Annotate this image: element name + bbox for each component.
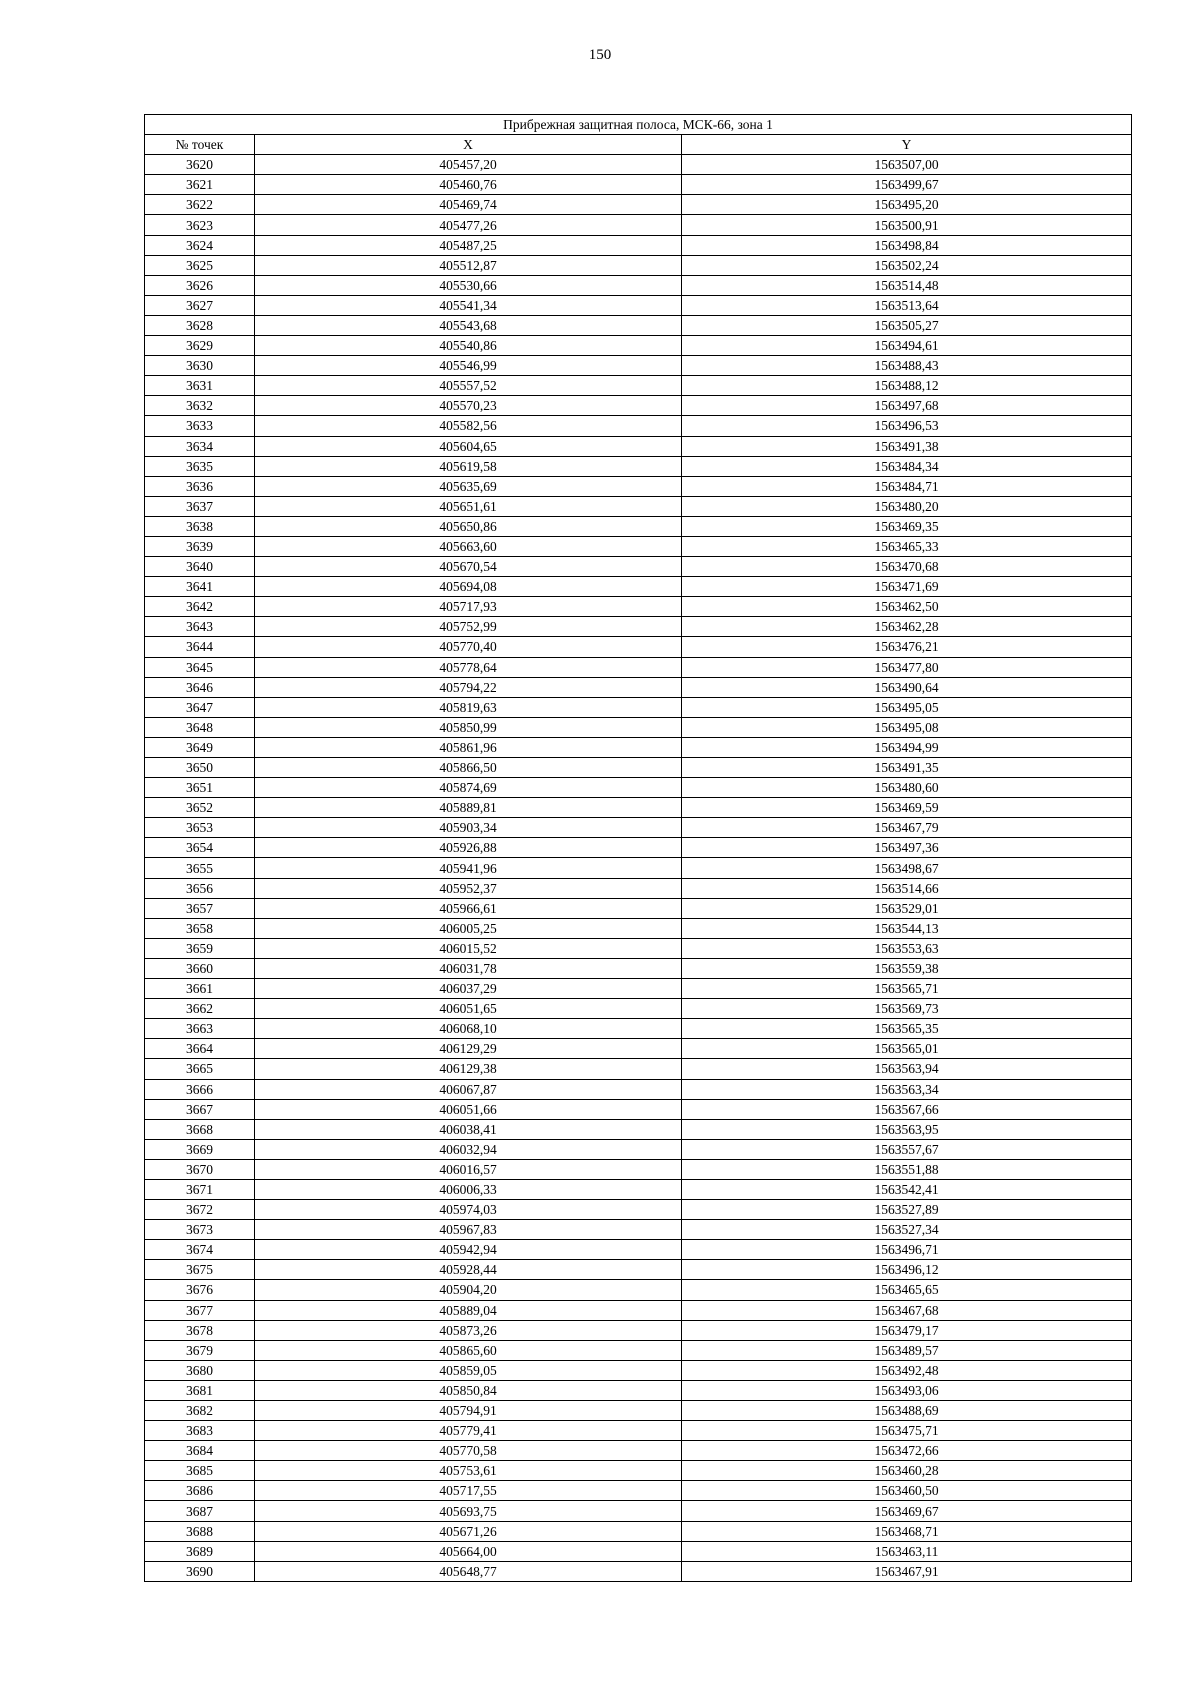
point-number-cell: 3629 bbox=[145, 336, 255, 356]
x-coordinate-cell: 405530,66 bbox=[255, 275, 682, 295]
x-coordinate-cell: 406068,10 bbox=[255, 1019, 682, 1039]
point-number-cell: 3677 bbox=[145, 1300, 255, 1320]
y-coordinate-cell: 1563563,94 bbox=[682, 1059, 1132, 1079]
x-coordinate-cell: 405648,77 bbox=[255, 1561, 682, 1581]
x-coordinate-cell: 405543,68 bbox=[255, 315, 682, 335]
x-coordinate-cell: 405671,26 bbox=[255, 1521, 682, 1541]
point-number-cell: 3638 bbox=[145, 516, 255, 536]
y-coordinate-cell: 1563480,20 bbox=[682, 496, 1132, 516]
table-row bbox=[145, 577, 1132, 597]
x-coordinate-cell: 405889,04 bbox=[255, 1300, 682, 1320]
y-coordinate-cell: 1563527,89 bbox=[682, 1200, 1132, 1220]
point-number-cell: 3682 bbox=[145, 1401, 255, 1421]
table-row bbox=[145, 396, 1132, 416]
point-number-cell: 3633 bbox=[145, 416, 255, 436]
x-coordinate-cell: 405874,69 bbox=[255, 778, 682, 798]
x-coordinate-cell: 405460,76 bbox=[255, 175, 682, 195]
y-coordinate-cell: 1563488,43 bbox=[682, 356, 1132, 376]
x-coordinate-cell: 405753,61 bbox=[255, 1461, 682, 1481]
table-row bbox=[145, 938, 1132, 958]
x-coordinate-cell: 406051,66 bbox=[255, 1099, 682, 1119]
point-number-cell: 3661 bbox=[145, 979, 255, 999]
point-number-cell: 3675 bbox=[145, 1260, 255, 1280]
table-row bbox=[145, 1380, 1132, 1400]
point-number-cell: 3630 bbox=[145, 356, 255, 376]
y-coordinate-cell: 1563465,33 bbox=[682, 536, 1132, 556]
y-coordinate-cell: 1563479,17 bbox=[682, 1320, 1132, 1340]
point-number-cell: 3642 bbox=[145, 597, 255, 617]
point-number-cell: 3639 bbox=[145, 536, 255, 556]
point-number-cell: 3648 bbox=[145, 717, 255, 737]
y-coordinate-cell: 1563496,71 bbox=[682, 1240, 1132, 1260]
table-row bbox=[145, 778, 1132, 798]
point-number-cell: 3684 bbox=[145, 1441, 255, 1461]
point-number-cell: 3623 bbox=[145, 215, 255, 235]
table-row bbox=[145, 1541, 1132, 1561]
table-row bbox=[145, 1159, 1132, 1179]
x-coordinate-cell: 406005,25 bbox=[255, 918, 682, 938]
point-number-cell: 3637 bbox=[145, 496, 255, 516]
table-row bbox=[145, 1240, 1132, 1260]
table-row bbox=[145, 1119, 1132, 1139]
table-row bbox=[145, 677, 1132, 697]
table-row bbox=[145, 1260, 1132, 1280]
y-coordinate-cell: 1563484,71 bbox=[682, 476, 1132, 496]
point-number-cell: 3651 bbox=[145, 778, 255, 798]
point-number-cell: 3628 bbox=[145, 315, 255, 335]
point-number-cell: 3660 bbox=[145, 958, 255, 978]
y-coordinate-cell: 1563495,05 bbox=[682, 697, 1132, 717]
y-coordinate-cell: 1563559,38 bbox=[682, 958, 1132, 978]
y-coordinate-cell: 1563563,34 bbox=[682, 1079, 1132, 1099]
x-coordinate-cell: 405693,75 bbox=[255, 1501, 682, 1521]
table-row bbox=[145, 195, 1132, 215]
table-row bbox=[145, 838, 1132, 858]
point-number-cell: 3673 bbox=[145, 1220, 255, 1240]
y-coordinate-cell: 1563470,68 bbox=[682, 557, 1132, 577]
y-coordinate-cell: 1563500,91 bbox=[682, 215, 1132, 235]
y-coordinate-cell: 1563475,71 bbox=[682, 1421, 1132, 1441]
table-row bbox=[145, 336, 1132, 356]
point-number-cell: 3667 bbox=[145, 1099, 255, 1119]
point-number-cell: 3640 bbox=[145, 557, 255, 577]
table-row bbox=[145, 1220, 1132, 1240]
table-row bbox=[145, 376, 1132, 396]
point-number-cell: 3679 bbox=[145, 1340, 255, 1360]
table-header-row bbox=[145, 135, 1132, 155]
point-number-cell: 3662 bbox=[145, 999, 255, 1019]
x-coordinate-cell: 406051,65 bbox=[255, 999, 682, 1019]
point-number-cell: 3668 bbox=[145, 1119, 255, 1139]
y-coordinate-cell: 1563494,99 bbox=[682, 737, 1132, 757]
table-row bbox=[145, 1481, 1132, 1501]
x-coordinate-cell: 405850,99 bbox=[255, 717, 682, 737]
table-row bbox=[145, 1200, 1132, 1220]
y-coordinate-cell: 1563491,35 bbox=[682, 758, 1132, 778]
point-number-cell: 3654 bbox=[145, 838, 255, 858]
table-row bbox=[145, 1461, 1132, 1481]
y-coordinate-cell: 1563460,28 bbox=[682, 1461, 1132, 1481]
point-number-cell: 3650 bbox=[145, 758, 255, 778]
y-coordinate-cell: 1563484,34 bbox=[682, 456, 1132, 476]
x-coordinate-cell: 406067,87 bbox=[255, 1079, 682, 1099]
x-coordinate-cell: 405541,34 bbox=[255, 295, 682, 315]
x-coordinate-cell: 405477,26 bbox=[255, 215, 682, 235]
column-header-x: X bbox=[255, 135, 682, 155]
table-row bbox=[145, 536, 1132, 556]
point-number-cell: 3690 bbox=[145, 1561, 255, 1581]
table-row bbox=[145, 1300, 1132, 1320]
point-number-cell: 3681 bbox=[145, 1380, 255, 1400]
x-coordinate-cell: 405865,60 bbox=[255, 1340, 682, 1360]
point-number-cell: 3624 bbox=[145, 235, 255, 255]
table-row bbox=[145, 1360, 1132, 1380]
y-coordinate-cell: 1563551,88 bbox=[682, 1159, 1132, 1179]
table-row bbox=[145, 275, 1132, 295]
y-coordinate-cell: 1563496,53 bbox=[682, 416, 1132, 436]
x-coordinate-cell: 405778,64 bbox=[255, 657, 682, 677]
point-number-cell: 3657 bbox=[145, 898, 255, 918]
table-caption: Прибрежная защитная полоса, МСК-66, зона 1 bbox=[145, 115, 1132, 135]
x-coordinate-cell: 405582,56 bbox=[255, 416, 682, 436]
point-number-cell: 3678 bbox=[145, 1320, 255, 1340]
x-coordinate-cell: 405604,65 bbox=[255, 436, 682, 456]
table-row bbox=[145, 315, 1132, 335]
y-coordinate-cell: 1563472,66 bbox=[682, 1441, 1132, 1461]
table-row bbox=[145, 657, 1132, 677]
y-coordinate-cell: 1563462,50 bbox=[682, 597, 1132, 617]
x-coordinate-cell: 405619,58 bbox=[255, 456, 682, 476]
table-row bbox=[145, 1179, 1132, 1199]
table-row bbox=[145, 958, 1132, 978]
table-row bbox=[145, 597, 1132, 617]
table-row bbox=[145, 295, 1132, 315]
table-row bbox=[145, 1340, 1132, 1360]
point-number-cell: 3634 bbox=[145, 436, 255, 456]
table-row bbox=[145, 1421, 1132, 1441]
y-coordinate-cell: 1563499,67 bbox=[682, 175, 1132, 195]
point-number-cell: 3646 bbox=[145, 677, 255, 697]
x-coordinate-cell: 405540,86 bbox=[255, 336, 682, 356]
y-coordinate-cell: 1563490,64 bbox=[682, 677, 1132, 697]
y-coordinate-cell: 1563502,24 bbox=[682, 255, 1132, 275]
y-coordinate-cell: 1563497,36 bbox=[682, 838, 1132, 858]
point-number-cell: 3688 bbox=[145, 1521, 255, 1541]
point-number-cell: 3645 bbox=[145, 657, 255, 677]
y-coordinate-cell: 1563498,84 bbox=[682, 235, 1132, 255]
x-coordinate-cell: 405779,41 bbox=[255, 1421, 682, 1441]
table-row bbox=[145, 175, 1132, 195]
y-coordinate-cell: 1563497,68 bbox=[682, 396, 1132, 416]
table-row bbox=[145, 235, 1132, 255]
x-coordinate-cell: 405770,58 bbox=[255, 1441, 682, 1461]
x-coordinate-cell: 405926,88 bbox=[255, 838, 682, 858]
y-coordinate-cell: 1563569,73 bbox=[682, 999, 1132, 1019]
x-coordinate-cell: 405664,00 bbox=[255, 1541, 682, 1561]
table-row bbox=[145, 155, 1132, 175]
x-coordinate-cell: 405952,37 bbox=[255, 878, 682, 898]
x-coordinate-cell: 405873,26 bbox=[255, 1320, 682, 1340]
y-coordinate-cell: 1563469,35 bbox=[682, 516, 1132, 536]
table-row bbox=[145, 898, 1132, 918]
x-coordinate-cell: 405457,20 bbox=[255, 155, 682, 175]
point-number-cell: 3669 bbox=[145, 1139, 255, 1159]
table-row bbox=[145, 1059, 1132, 1079]
table-row bbox=[145, 436, 1132, 456]
x-coordinate-cell: 405966,61 bbox=[255, 898, 682, 918]
point-number-cell: 3643 bbox=[145, 617, 255, 637]
table-row bbox=[145, 557, 1132, 577]
point-number-cell: 3636 bbox=[145, 476, 255, 496]
table-row bbox=[145, 979, 1132, 999]
point-number-cell: 3641 bbox=[145, 577, 255, 597]
y-coordinate-cell: 1563513,64 bbox=[682, 295, 1132, 315]
x-coordinate-cell: 405717,55 bbox=[255, 1481, 682, 1501]
table-caption-row bbox=[145, 115, 1132, 135]
table-row bbox=[145, 476, 1132, 496]
table-row bbox=[145, 516, 1132, 536]
x-coordinate-cell: 405717,93 bbox=[255, 597, 682, 617]
table-row bbox=[145, 1019, 1132, 1039]
y-coordinate-cell: 1563465,65 bbox=[682, 1280, 1132, 1300]
x-coordinate-cell: 405904,20 bbox=[255, 1280, 682, 1300]
table-row bbox=[145, 255, 1132, 275]
table-row bbox=[145, 758, 1132, 778]
table-row bbox=[145, 1561, 1132, 1581]
point-number-cell: 3649 bbox=[145, 737, 255, 757]
y-coordinate-cell: 1563463,11 bbox=[682, 1541, 1132, 1561]
y-coordinate-cell: 1563529,01 bbox=[682, 898, 1132, 918]
point-number-cell: 3620 bbox=[145, 155, 255, 175]
point-number-cell: 3632 bbox=[145, 396, 255, 416]
point-number-cell: 3674 bbox=[145, 1240, 255, 1260]
x-coordinate-cell: 405512,87 bbox=[255, 255, 682, 275]
x-coordinate-cell: 406038,41 bbox=[255, 1119, 682, 1139]
y-coordinate-cell: 1563495,20 bbox=[682, 195, 1132, 215]
y-coordinate-cell: 1563469,67 bbox=[682, 1501, 1132, 1521]
point-number-cell: 3656 bbox=[145, 878, 255, 898]
point-number-cell: 3671 bbox=[145, 1179, 255, 1199]
y-coordinate-cell: 1563460,50 bbox=[682, 1481, 1132, 1501]
x-coordinate-cell: 406032,94 bbox=[255, 1139, 682, 1159]
column-header-y: Y bbox=[682, 135, 1132, 155]
table-row bbox=[145, 617, 1132, 637]
table-row bbox=[145, 416, 1132, 436]
table-row bbox=[145, 637, 1132, 657]
table-row bbox=[145, 1039, 1132, 1059]
point-number-cell: 3631 bbox=[145, 376, 255, 396]
x-coordinate-cell: 405770,40 bbox=[255, 637, 682, 657]
y-coordinate-cell: 1563553,63 bbox=[682, 938, 1132, 958]
table-row bbox=[145, 858, 1132, 878]
y-coordinate-cell: 1563565,01 bbox=[682, 1039, 1132, 1059]
page-number: 150 bbox=[588, 47, 612, 63]
y-coordinate-cell: 1563477,80 bbox=[682, 657, 1132, 677]
x-coordinate-cell: 406006,33 bbox=[255, 1179, 682, 1199]
x-coordinate-cell: 405651,61 bbox=[255, 496, 682, 516]
table-row bbox=[145, 717, 1132, 737]
point-number-cell: 3627 bbox=[145, 295, 255, 315]
x-coordinate-cell: 406016,57 bbox=[255, 1159, 682, 1179]
y-coordinate-cell: 1563565,71 bbox=[682, 979, 1132, 999]
point-number-cell: 3652 bbox=[145, 798, 255, 818]
point-number-cell: 3625 bbox=[145, 255, 255, 275]
point-number-cell: 3665 bbox=[145, 1059, 255, 1079]
y-coordinate-cell: 1563563,95 bbox=[682, 1119, 1132, 1139]
point-number-cell: 3685 bbox=[145, 1461, 255, 1481]
x-coordinate-cell: 405866,50 bbox=[255, 758, 682, 778]
table-row bbox=[145, 1280, 1132, 1300]
table-row bbox=[145, 697, 1132, 717]
table-row bbox=[145, 918, 1132, 938]
y-coordinate-cell: 1563494,61 bbox=[682, 336, 1132, 356]
y-coordinate-cell: 1563476,21 bbox=[682, 637, 1132, 657]
table-row bbox=[145, 737, 1132, 757]
x-coordinate-cell: 405570,23 bbox=[255, 396, 682, 416]
point-number-cell: 3663 bbox=[145, 1019, 255, 1039]
y-coordinate-cell: 1563491,38 bbox=[682, 436, 1132, 456]
y-coordinate-cell: 1563462,28 bbox=[682, 617, 1132, 637]
table-row bbox=[145, 215, 1132, 235]
x-coordinate-cell: 405941,96 bbox=[255, 858, 682, 878]
table-row bbox=[145, 1320, 1132, 1340]
y-coordinate-cell: 1563542,41 bbox=[682, 1179, 1132, 1199]
x-coordinate-cell: 405928,44 bbox=[255, 1260, 682, 1280]
column-header-point-number: № точек bbox=[145, 135, 255, 155]
y-coordinate-cell: 1563496,12 bbox=[682, 1260, 1132, 1280]
y-coordinate-cell: 1563480,60 bbox=[682, 778, 1132, 798]
y-coordinate-cell: 1563527,34 bbox=[682, 1220, 1132, 1240]
x-coordinate-cell: 406015,52 bbox=[255, 938, 682, 958]
x-coordinate-cell: 405635,69 bbox=[255, 476, 682, 496]
table-row bbox=[145, 818, 1132, 838]
x-coordinate-cell: 405850,84 bbox=[255, 1380, 682, 1400]
y-coordinate-cell: 1563488,12 bbox=[682, 376, 1132, 396]
point-number-cell: 3683 bbox=[145, 1421, 255, 1441]
y-coordinate-cell: 1563469,59 bbox=[682, 798, 1132, 818]
table-row bbox=[145, 496, 1132, 516]
point-number-cell: 3680 bbox=[145, 1360, 255, 1380]
x-coordinate-cell: 405546,99 bbox=[255, 356, 682, 376]
y-coordinate-cell: 1563492,48 bbox=[682, 1360, 1132, 1380]
x-coordinate-cell: 405861,96 bbox=[255, 737, 682, 757]
table-row bbox=[145, 1441, 1132, 1461]
x-coordinate-cell: 405859,05 bbox=[255, 1360, 682, 1380]
x-coordinate-cell: 406129,38 bbox=[255, 1059, 682, 1079]
y-coordinate-cell: 1563505,27 bbox=[682, 315, 1132, 335]
y-coordinate-cell: 1563557,67 bbox=[682, 1139, 1132, 1159]
x-coordinate-cell: 405663,60 bbox=[255, 536, 682, 556]
y-coordinate-cell: 1563565,35 bbox=[682, 1019, 1132, 1039]
y-coordinate-cell: 1563507,00 bbox=[682, 155, 1132, 175]
point-number-cell: 3664 bbox=[145, 1039, 255, 1059]
table-row bbox=[145, 1401, 1132, 1421]
y-coordinate-cell: 1563567,66 bbox=[682, 1099, 1132, 1119]
table-row bbox=[145, 999, 1132, 1019]
table-row bbox=[145, 1099, 1132, 1119]
x-coordinate-cell: 405487,25 bbox=[255, 235, 682, 255]
table-body bbox=[145, 155, 1132, 1582]
point-number-cell: 3621 bbox=[145, 175, 255, 195]
y-coordinate-cell: 1563495,08 bbox=[682, 717, 1132, 737]
x-coordinate-cell: 405819,63 bbox=[255, 697, 682, 717]
y-coordinate-cell: 1563514,48 bbox=[682, 275, 1132, 295]
y-coordinate-cell: 1563471,69 bbox=[682, 577, 1132, 597]
x-coordinate-cell: 405889,81 bbox=[255, 798, 682, 818]
point-number-cell: 3644 bbox=[145, 637, 255, 657]
y-coordinate-cell: 1563489,57 bbox=[682, 1340, 1132, 1360]
point-number-cell: 3676 bbox=[145, 1280, 255, 1300]
point-number-cell: 3647 bbox=[145, 697, 255, 717]
point-number-cell: 3689 bbox=[145, 1541, 255, 1561]
table-row bbox=[145, 878, 1132, 898]
point-number-cell: 3672 bbox=[145, 1200, 255, 1220]
table-row bbox=[145, 798, 1132, 818]
y-coordinate-cell: 1563544,13 bbox=[682, 918, 1132, 938]
x-coordinate-cell: 405694,08 bbox=[255, 577, 682, 597]
y-coordinate-cell: 1563514,66 bbox=[682, 878, 1132, 898]
point-number-cell: 3658 bbox=[145, 918, 255, 938]
table-row bbox=[145, 1139, 1132, 1159]
table-row bbox=[145, 1501, 1132, 1521]
y-coordinate-cell: 1563467,91 bbox=[682, 1561, 1132, 1581]
x-coordinate-cell: 406129,29 bbox=[255, 1039, 682, 1059]
x-coordinate-cell: 405650,86 bbox=[255, 516, 682, 536]
point-number-cell: 3635 bbox=[145, 456, 255, 476]
y-coordinate-cell: 1563467,68 bbox=[682, 1300, 1132, 1320]
point-number-cell: 3687 bbox=[145, 1501, 255, 1521]
x-coordinate-cell: 405903,34 bbox=[255, 818, 682, 838]
x-coordinate-cell: 405557,52 bbox=[255, 376, 682, 396]
point-number-cell: 3670 bbox=[145, 1159, 255, 1179]
point-number-cell: 3655 bbox=[145, 858, 255, 878]
x-coordinate-cell: 405794,91 bbox=[255, 1401, 682, 1421]
table-row bbox=[145, 1079, 1132, 1099]
point-number-cell: 3653 bbox=[145, 818, 255, 838]
y-coordinate-cell: 1563498,67 bbox=[682, 858, 1132, 878]
x-coordinate-cell: 405974,03 bbox=[255, 1200, 682, 1220]
table-row bbox=[145, 456, 1132, 476]
x-coordinate-cell: 406031,78 bbox=[255, 958, 682, 978]
x-coordinate-cell: 405469,74 bbox=[255, 195, 682, 215]
table-row bbox=[145, 356, 1132, 376]
point-number-cell: 3622 bbox=[145, 195, 255, 215]
point-number-cell: 3666 bbox=[145, 1079, 255, 1099]
x-coordinate-cell: 406037,29 bbox=[255, 979, 682, 999]
x-coordinate-cell: 405967,83 bbox=[255, 1220, 682, 1240]
point-number-cell: 3626 bbox=[145, 275, 255, 295]
point-number-cell: 3686 bbox=[145, 1481, 255, 1501]
y-coordinate-cell: 1563488,69 bbox=[682, 1401, 1132, 1421]
x-coordinate-cell: 405752,99 bbox=[255, 617, 682, 637]
x-coordinate-cell: 405942,94 bbox=[255, 1240, 682, 1260]
table-row bbox=[145, 1521, 1132, 1541]
coordinates-table bbox=[144, 114, 1132, 1582]
x-coordinate-cell: 405670,54 bbox=[255, 557, 682, 577]
x-coordinate-cell: 405794,22 bbox=[255, 677, 682, 697]
y-coordinate-cell: 1563493,06 bbox=[682, 1380, 1132, 1400]
point-number-cell: 3659 bbox=[145, 938, 255, 958]
y-coordinate-cell: 1563467,79 bbox=[682, 818, 1132, 838]
y-coordinate-cell: 1563468,71 bbox=[682, 1521, 1132, 1541]
